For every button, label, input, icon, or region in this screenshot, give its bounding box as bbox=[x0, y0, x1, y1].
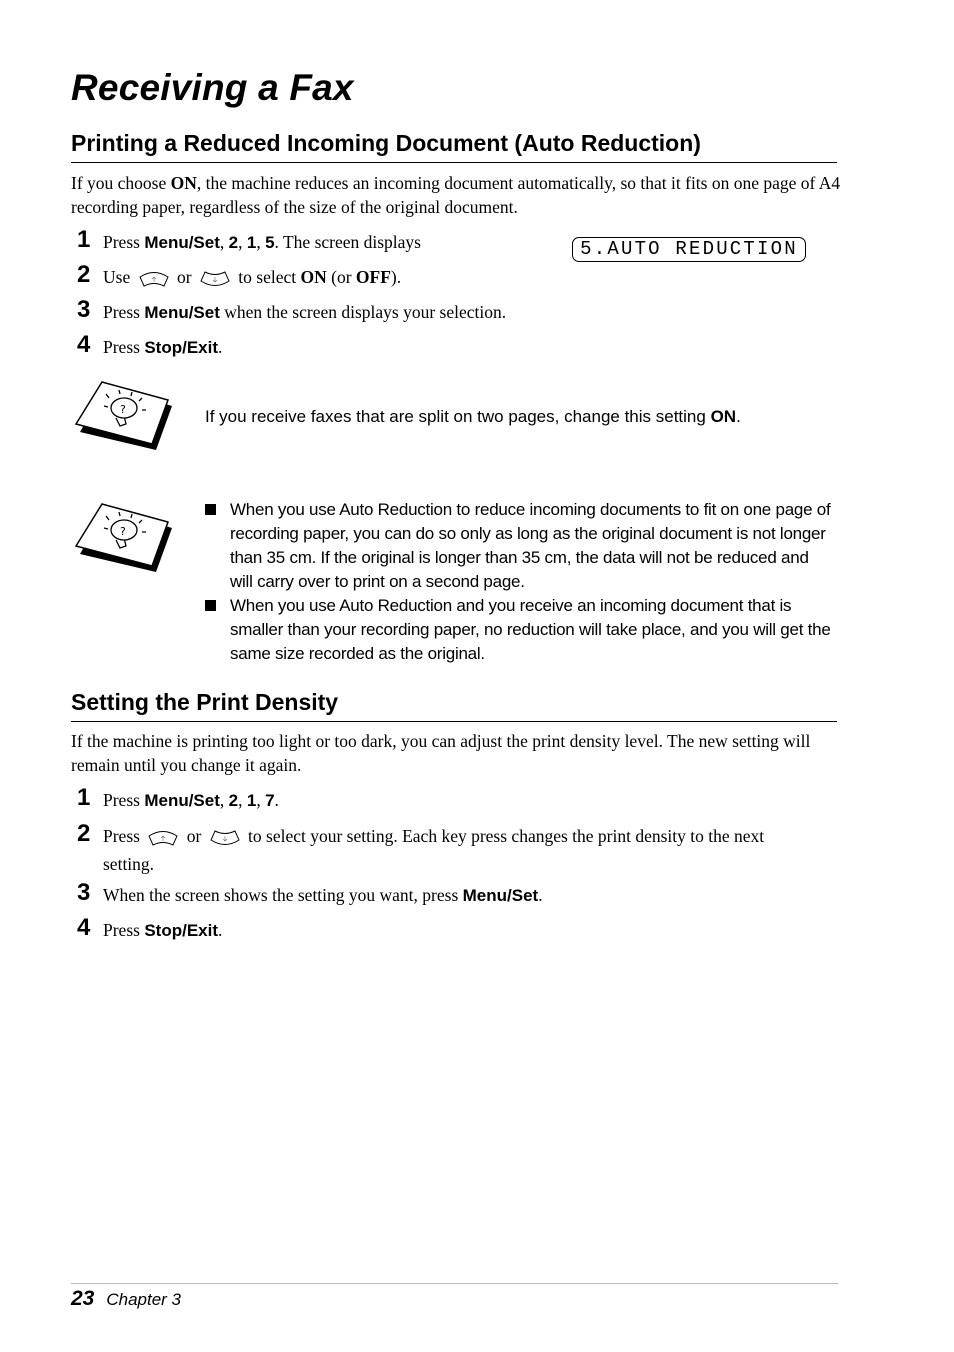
bullet-square-icon bbox=[205, 504, 216, 515]
step-number: 1 bbox=[77, 784, 91, 811]
up-arrow-key-icon bbox=[138, 269, 170, 289]
auto-reduction-notes bbox=[205, 498, 835, 666]
down-arrow-key-icon bbox=[209, 828, 241, 848]
step-number: 2 bbox=[77, 261, 91, 288]
svg-text:?: ? bbox=[120, 403, 126, 416]
bullet-square-icon bbox=[205, 600, 216, 611]
step-number: 4 bbox=[77, 914, 91, 941]
step-number: 3 bbox=[77, 296, 91, 323]
list-item: When you use Auto Reduction to reduce incoming documents to fit on one page of recording paper, you can do so only as long as the original document is not longer than 35 cm. If the original is longer than 35 cm, the data will not be reduced and will carry over to print on a second page. bbox=[205, 498, 835, 594]
step-text: Press Menu/Set, 2, 1, 5. The screen displays bbox=[103, 232, 421, 252]
step-number: 2 bbox=[77, 820, 91, 847]
down-arrow-key-icon bbox=[199, 269, 231, 289]
step-text: Press Menu/Set, 2, 1, 7. bbox=[103, 790, 279, 810]
step-text: Use or to select ON (or OFF). bbox=[103, 267, 402, 287]
page-number: 23 bbox=[71, 1287, 95, 1310]
step-number: 3 bbox=[77, 879, 91, 906]
step-text: Press Menu/Set when the screen displays your selection. bbox=[103, 302, 507, 322]
section-heading-auto-reduction: Printing a Reduced Incoming Document (Auto Reduction) bbox=[71, 128, 837, 163]
note-split-pages: If you receive faxes that are split on two pages, change this setting ON. bbox=[205, 407, 741, 426]
section-intro-print-density: If the machine is printing too light or too dark, you can adjust the print density level. The new setting will remain until you change it again. bbox=[71, 731, 811, 775]
step-text: Press Stop/Exit. bbox=[103, 920, 223, 940]
lcd-display: 5.AUTO REDUCTION bbox=[572, 237, 806, 262]
lightbulb-note-icon bbox=[74, 380, 178, 452]
step-text: Press Stop/Exit. bbox=[103, 337, 223, 357]
section-intro-auto-reduction: If you choose ON, the machine reduces an incoming document automatically, so that it fits on one page of A4 recording paper, regardless of the size of the original document. bbox=[71, 173, 841, 217]
lightbulb-note-icon bbox=[74, 502, 178, 574]
step-number: 4 bbox=[77, 331, 91, 358]
list-item: When you use Auto Reduction and you receive an incoming document that is smaller than your recording paper, no reduction will take place, and you will get the same size recorded as the original. bbox=[205, 594, 835, 666]
page-footer bbox=[71, 1284, 181, 1315]
step-text: Press or to select your setting. Each key press changes the print density to the next setting. bbox=[103, 826, 765, 874]
page-title: Receiving a Fax bbox=[71, 67, 354, 108]
footer-divider bbox=[71, 1283, 838, 1284]
step-number: 1 bbox=[77, 226, 91, 253]
svg-text:?: ? bbox=[120, 525, 126, 538]
section-heading-print-density: Setting the Print Density bbox=[71, 687, 837, 722]
chapter-label: Chapter 3 bbox=[106, 1290, 182, 1309]
step-text: When the screen shows the setting you want, press Menu/Set. bbox=[103, 885, 543, 905]
up-arrow-key-icon bbox=[147, 828, 179, 848]
